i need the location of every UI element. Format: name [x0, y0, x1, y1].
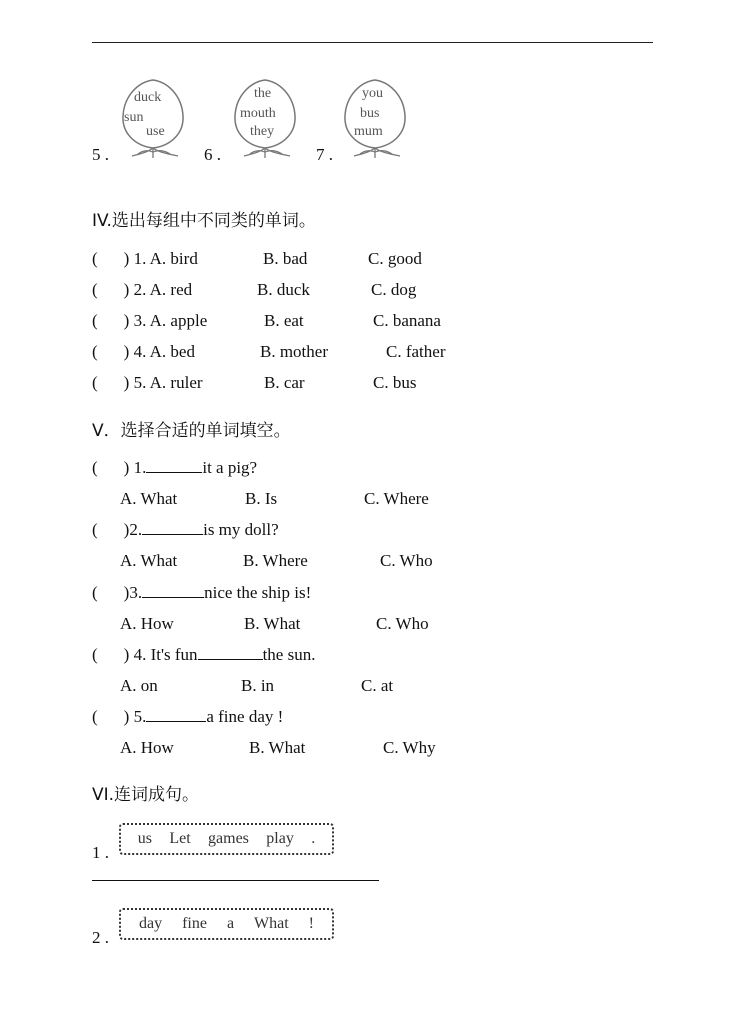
section-6-title: VI.连词成句。 [92, 785, 200, 805]
top-rule [92, 42, 653, 43]
question-item: ( ) 5. a fine day ! [92, 707, 284, 726]
item-number: 7 . [316, 145, 333, 164]
list-item: ( ) 4. A. bed [92, 342, 195, 361]
lemon-picture: the mouth they [230, 76, 300, 162]
item-number: 6 . [204, 145, 221, 164]
question-item: ( ) 4. It's fun the sun. [92, 645, 316, 664]
list-item: ( ) 2. A. red [92, 280, 193, 299]
word-box: us Let games play . [119, 823, 334, 855]
item-number: 5 . [92, 145, 109, 164]
question-item: ( )3. nice the ship is! [92, 583, 312, 602]
lemon-picture: you bus mum [340, 76, 410, 162]
answer-line[interactable] [92, 880, 379, 881]
list-item: ( ) 1. A. bird [92, 249, 198, 268]
item-number: 1 . [92, 843, 109, 862]
word-box: day fine a What ! [119, 908, 334, 940]
question-item: ( )2. is my doll? [92, 520, 279, 539]
section-5-title: V．选择合适的单词填空。 [92, 421, 291, 441]
item-number: 2 . [92, 928, 109, 947]
list-item: ( ) 5. A. ruler [92, 373, 203, 392]
section-4-title: IV.选出每组中不同类的单词。 [92, 211, 316, 231]
list-item: ( ) 3. A. apple [92, 311, 208, 330]
question-item: ( ) 1. it a pig? [92, 458, 258, 477]
lemon-picture: duck sun use [118, 76, 188, 162]
